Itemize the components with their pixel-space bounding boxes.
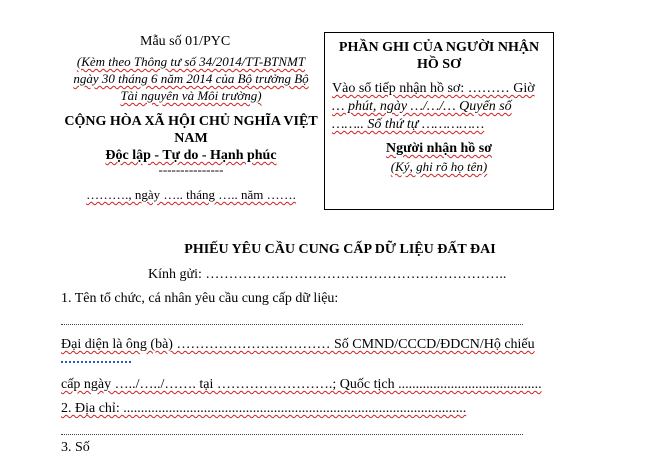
motto-rule: ---------------: [158, 162, 224, 177]
receiver-sign-note: (Ký, ghi rõ họ tên): [390, 159, 488, 174]
country-name-line-1: CỘNG HÒA XÃ HỘI CHỦ NGHĨA VIỆT: [64, 114, 318, 129]
place-date-line: ………., ngày ….. tháng ….. năm …….: [86, 187, 296, 202]
receiver-box-title-2: HỒ SƠ: [417, 57, 461, 72]
representative-line: Đại diện là ông (bà) …………………………… Số CMND/CCCD/ĐDCN/Hộ chiếu: [61, 337, 535, 352]
country-name-line-2: NAM: [174, 131, 208, 146]
national-motto: Độc lập - Tự do - Hạnh phúc: [105, 148, 277, 163]
record-line-1: Vào sổ tiếp nhận hồ sơ: ……… Giờ: [332, 81, 535, 96]
form-title: PHIẾU YÊU CẦU CUNG CẤP DỮ LIỆU ĐẤT ĐAI: [184, 242, 496, 257]
fill-line-1[interactable]: [61, 324, 523, 325]
issue-date-line: cấp ngày …../…../……. tại …………………….; Quốc tịch .........................................: [61, 377, 542, 392]
kinh-gui-line: Kính gửi: ………………………………………………………..: [148, 267, 507, 282]
record-line-2: … phút, ngày …/…/… Quyển số: [332, 99, 512, 114]
receiver-label: Người nhận hồ sơ: [386, 141, 492, 156]
item-1-label: 1. Tên tổ chức, cá nhân yêu cầu cung cấp dữ liệu:: [61, 291, 339, 306]
attachment-line-1: (Kèm theo Thông tư số 34/2014/TT-BTNMT: [76, 54, 306, 69]
record-line-3: …….. Số thứ tự ……………: [332, 117, 485, 132]
form-number: Mẫu số 01/PYC: [140, 34, 231, 49]
attachment-line-3: Tài nguyên và Môi trường): [120, 88, 262, 103]
receiver-box-title-1: PHẦN GHI CỦA NGƯỜI NHẬN: [338, 40, 540, 55]
item-3-partial: 3. Số: [61, 440, 90, 455]
item-2-address: 2. Địa chỉ: ..................................................................................................: [61, 401, 467, 416]
fill-line-2[interactable]: [61, 434, 523, 435]
attachment-line-2: ngày 30 tháng 6 năm 2014 của Bộ trưởng Bộ: [73, 71, 309, 86]
id-number-fill[interactable]: [61, 361, 131, 363]
